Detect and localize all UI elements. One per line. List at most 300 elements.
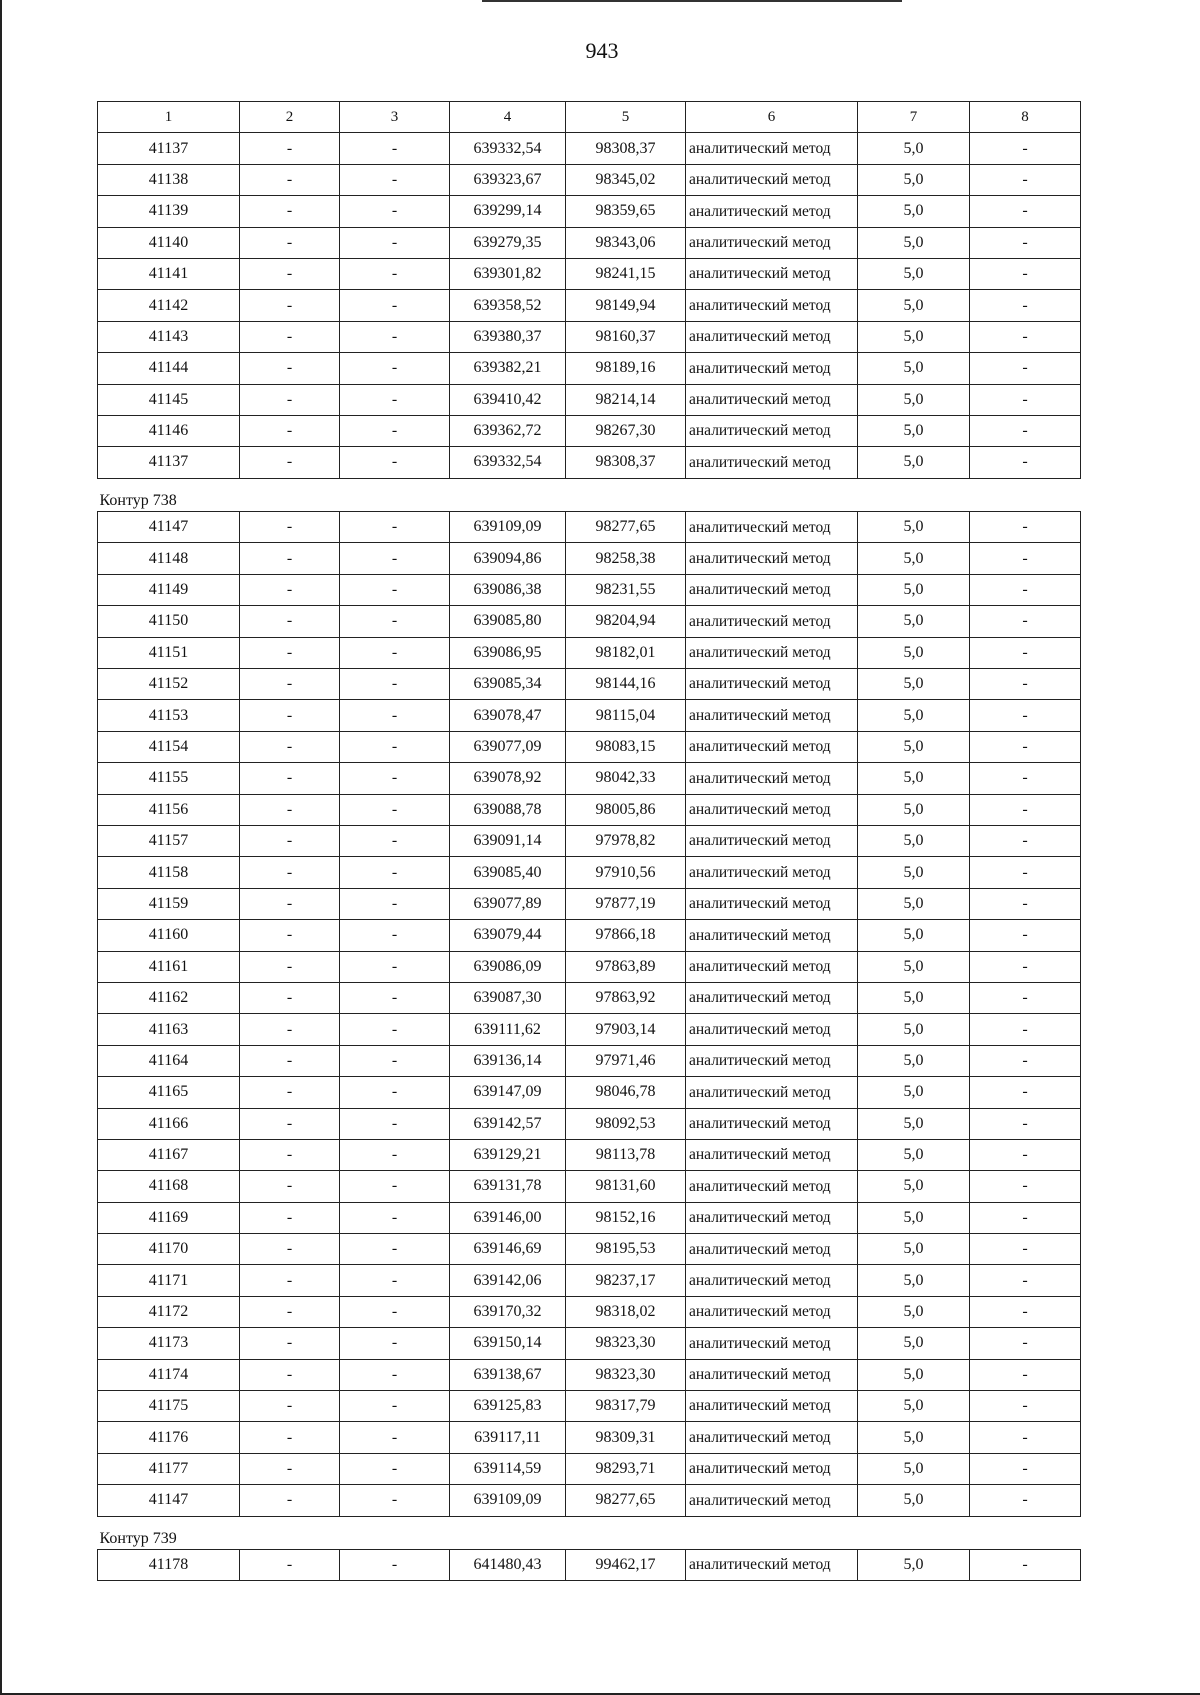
header-cell: 1: [98, 102, 240, 133]
table-cell: -: [240, 353, 340, 384]
table-cell: аналитический метод: [686, 825, 858, 856]
table-cell: -: [340, 415, 450, 446]
table-row: [98, 290, 1081, 321]
table-cell: 5,0: [858, 1391, 970, 1422]
table-cell: -: [970, 447, 1081, 478]
table-cell: 41163: [98, 1014, 240, 1045]
table-cell: 639279,35: [450, 227, 566, 258]
table-cell: 98323,30: [566, 1328, 686, 1359]
table-cell: -: [970, 1485, 1081, 1516]
table-cell: 5,0: [858, 258, 970, 289]
table-row: [98, 227, 1081, 258]
table-cell: -: [970, 543, 1081, 574]
table-row: [98, 384, 1081, 415]
table-row: [98, 543, 1081, 574]
table-cell: аналитический метод: [686, 700, 858, 731]
table-row: [98, 1234, 1081, 1265]
table-cell: 5,0: [858, 1422, 970, 1453]
table-cell: 5,0: [858, 1453, 970, 1484]
table-cell: -: [240, 951, 340, 982]
table-cell: -: [340, 543, 450, 574]
table-cell: аналитический метод: [686, 1549, 858, 1580]
table-cell: аналитический метод: [686, 1171, 858, 1202]
table-cell: 5,0: [858, 1045, 970, 1076]
table-cell: 639078,92: [450, 763, 566, 794]
table-cell: -: [240, 1296, 340, 1327]
table-cell: 5,0: [858, 1328, 970, 1359]
table-row: [98, 1422, 1081, 1453]
table-cell: 41138: [98, 164, 240, 195]
table-cell: -: [240, 637, 340, 668]
header-cell: 3: [340, 102, 450, 133]
table-cell: 5,0: [858, 825, 970, 856]
table-cell: аналитический метод: [686, 1328, 858, 1359]
table-cell: аналитический метод: [686, 447, 858, 478]
table-cell: 98160,37: [566, 321, 686, 352]
table-cell: 639299,14: [450, 196, 566, 227]
table-cell: -: [240, 321, 340, 352]
table-row: [98, 321, 1081, 352]
table-cell: -: [970, 669, 1081, 700]
table-cell: 41173: [98, 1328, 240, 1359]
table-cell: 98092,53: [566, 1108, 686, 1139]
table-cell: -: [240, 196, 340, 227]
table-cell: 41151: [98, 637, 240, 668]
table-cell: 5,0: [858, 888, 970, 919]
table-cell: 5,0: [858, 543, 970, 574]
table-cell: -: [240, 982, 340, 1013]
table-cell: 5,0: [858, 196, 970, 227]
table-cell: 5,0: [858, 637, 970, 668]
table-row: [98, 1359, 1081, 1390]
table-cell: 5,0: [858, 164, 970, 195]
table-cell: -: [340, 1139, 450, 1170]
table-cell: -: [970, 133, 1081, 164]
table-cell: 5,0: [858, 384, 970, 415]
table-cell: 5,0: [858, 1014, 970, 1045]
table-cell: -: [340, 1359, 450, 1390]
table-cell: -: [340, 857, 450, 888]
table-cell: -: [340, 731, 450, 762]
table-row: [98, 353, 1081, 384]
table-cell: -: [240, 920, 340, 951]
table-cell: аналитический метод: [686, 227, 858, 258]
table-cell: -: [340, 951, 450, 982]
table-cell: аналитический метод: [686, 384, 858, 415]
table-cell: 97866,18: [566, 920, 686, 951]
table-cell: -: [970, 1014, 1081, 1045]
table-cell: 639142,06: [450, 1265, 566, 1296]
table-cell: -: [970, 1265, 1081, 1296]
table-row: [98, 731, 1081, 762]
table-cell: 98308,37: [566, 447, 686, 478]
table-cell: 98309,31: [566, 1422, 686, 1453]
table-cell: -: [240, 731, 340, 762]
table-cell: 5,0: [858, 1265, 970, 1296]
table-cell: -: [970, 1391, 1081, 1422]
table-row: [98, 825, 1081, 856]
header-cell: 8: [970, 102, 1081, 133]
table-cell: 98241,15: [566, 258, 686, 289]
table-cell: -: [970, 888, 1081, 919]
table-cell: 639150,14: [450, 1328, 566, 1359]
table-cell: 41145: [98, 384, 240, 415]
table-cell: аналитический метод: [686, 1422, 858, 1453]
table-cell: 5,0: [858, 447, 970, 478]
table-cell: -: [340, 258, 450, 289]
table-cell: 98317,79: [566, 1391, 686, 1422]
table-cell: -: [970, 637, 1081, 668]
table-cell: аналитический метод: [686, 1296, 858, 1327]
table-cell: -: [340, 512, 450, 543]
table-cell: аналитический метод: [686, 1077, 858, 1108]
table-cell: -: [340, 1171, 450, 1202]
table-cell: 5,0: [858, 606, 970, 637]
table-cell: -: [240, 1139, 340, 1170]
table-cell: 98318,02: [566, 1296, 686, 1327]
table-cell: аналитический метод: [686, 1139, 858, 1170]
table-cell: -: [240, 606, 340, 637]
table-cell: 41168: [98, 1171, 240, 1202]
table-cell: 41172: [98, 1296, 240, 1327]
table-cell: -: [970, 857, 1081, 888]
table-row: [98, 1171, 1081, 1202]
table-cell: -: [970, 227, 1081, 258]
table-cell: 639142,57: [450, 1108, 566, 1139]
table-cell: 97971,46: [566, 1045, 686, 1076]
table-cell: -: [240, 1391, 340, 1422]
table-cell: аналитический метод: [686, 321, 858, 352]
table-cell: -: [970, 258, 1081, 289]
table-cell: аналитический метод: [686, 1108, 858, 1139]
table-cell: -: [340, 1077, 450, 1108]
table-cell: -: [240, 1485, 340, 1516]
table-cell: 99462,17: [566, 1549, 686, 1580]
header-cell: 5: [566, 102, 686, 133]
table-cell: -: [340, 447, 450, 478]
table-cell: -: [970, 574, 1081, 605]
table-cell: 41164: [98, 1045, 240, 1076]
table-cell: -: [970, 196, 1081, 227]
table-cell: 5,0: [858, 794, 970, 825]
table-cell: аналитический метод: [686, 794, 858, 825]
table-cell: 41141: [98, 258, 240, 289]
table-row: [98, 133, 1081, 164]
table-cell: 41139: [98, 196, 240, 227]
table-cell: -: [240, 1328, 340, 1359]
table-cell: 41157: [98, 825, 240, 856]
table-cell: -: [240, 888, 340, 919]
table-cell: 5,0: [858, 353, 970, 384]
table-cell: 639136,14: [450, 1045, 566, 1076]
table-row: [98, 763, 1081, 794]
table-cell: 98277,65: [566, 512, 686, 543]
table-row: [98, 258, 1081, 289]
table-cell: 639146,00: [450, 1202, 566, 1233]
table-cell: 5,0: [858, 227, 970, 258]
table-cell: аналитический метод: [686, 1014, 858, 1045]
table-cell: 41162: [98, 982, 240, 1013]
table-cell: 98323,30: [566, 1359, 686, 1390]
table-cell: -: [240, 1077, 340, 1108]
table-cell: -: [340, 321, 450, 352]
table-row: [98, 669, 1081, 700]
table-cell: аналитический метод: [686, 1045, 858, 1076]
table-cell: 5,0: [858, 1077, 970, 1108]
table-cell: 41144: [98, 353, 240, 384]
table-cell: 639111,62: [450, 1014, 566, 1045]
table-cell: 97863,89: [566, 951, 686, 982]
table-cell: 5,0: [858, 669, 970, 700]
table-cell: -: [240, 1234, 340, 1265]
table-row: [98, 982, 1081, 1013]
table-cell: 41148: [98, 543, 240, 574]
header-row: [98, 102, 1081, 133]
table-cell: 5,0: [858, 1485, 970, 1516]
table-cell: 5,0: [858, 1202, 970, 1233]
table-cell: 98267,30: [566, 415, 686, 446]
table-row: [98, 196, 1081, 227]
table-cell: аналитический метод: [686, 574, 858, 605]
table-cell: аналитический метод: [686, 763, 858, 794]
table-row: [98, 1549, 1081, 1580]
table-cell: -: [970, 1045, 1081, 1076]
table-cell: -: [240, 1045, 340, 1076]
table-cell: 98042,33: [566, 763, 686, 794]
table-row: [98, 512, 1081, 543]
table-cell: -: [340, 763, 450, 794]
table-cell: 639114,59: [450, 1453, 566, 1484]
table-cell: 41177: [98, 1453, 240, 1484]
table-cell: -: [240, 164, 340, 195]
table-cell: -: [970, 164, 1081, 195]
table-row: [98, 447, 1081, 478]
table-cell: 639125,83: [450, 1391, 566, 1422]
table-cell: -: [240, 227, 340, 258]
table-cell: -: [970, 920, 1081, 951]
table-cell: 639146,69: [450, 1234, 566, 1265]
table-cell: 639109,09: [450, 1485, 566, 1516]
table-cell: 639382,21: [450, 353, 566, 384]
table-body: [98, 102, 1081, 1581]
table-cell: -: [240, 1549, 340, 1580]
table-cell: 5,0: [858, 763, 970, 794]
table-cell: 639085,34: [450, 669, 566, 700]
table-cell: 639077,09: [450, 731, 566, 762]
table-cell: 98083,15: [566, 731, 686, 762]
table-cell: 639077,89: [450, 888, 566, 919]
table-cell: -: [340, 1422, 450, 1453]
table-cell: 639129,21: [450, 1139, 566, 1170]
table-cell: -: [970, 1453, 1081, 1484]
table-cell: -: [240, 1171, 340, 1202]
table-cell: 5,0: [858, 321, 970, 352]
table-cell: 41140: [98, 227, 240, 258]
table-cell: 5,0: [858, 512, 970, 543]
table-cell: -: [970, 1139, 1081, 1170]
table-cell: -: [970, 1077, 1081, 1108]
table-cell: 41143: [98, 321, 240, 352]
table-cell: -: [340, 227, 450, 258]
table-cell: 41159: [98, 888, 240, 919]
table-cell: аналитический метод: [686, 669, 858, 700]
table-cell: -: [970, 1422, 1081, 1453]
table-cell: 41142: [98, 290, 240, 321]
table-cell: 639323,67: [450, 164, 566, 195]
table-cell: -: [240, 415, 340, 446]
table-row: [98, 1077, 1081, 1108]
table-cell: -: [970, 763, 1081, 794]
table-cell: 639088,78: [450, 794, 566, 825]
table-cell: 98214,14: [566, 384, 686, 415]
table-cell: 98144,16: [566, 669, 686, 700]
table-cell: 5,0: [858, 1549, 970, 1580]
table-cell: 639332,54: [450, 133, 566, 164]
table-cell: 5,0: [858, 1359, 970, 1390]
table-cell: -: [340, 1045, 450, 1076]
table-cell: 639362,72: [450, 415, 566, 446]
table-cell: аналитический метод: [686, 258, 858, 289]
table-row: [98, 1391, 1081, 1422]
table-row: [98, 951, 1081, 982]
table-cell: 639087,30: [450, 982, 566, 1013]
table-cell: 41152: [98, 669, 240, 700]
table-cell: 98115,04: [566, 700, 686, 731]
table-cell: 41160: [98, 920, 240, 951]
table-cell: аналитический метод: [686, 1359, 858, 1390]
header-cell: 2: [240, 102, 340, 133]
table-cell: -: [340, 1328, 450, 1359]
table-cell: 41153: [98, 700, 240, 731]
table-cell: 5,0: [858, 574, 970, 605]
table-cell: 639109,09: [450, 512, 566, 543]
table-cell: аналитический метод: [686, 637, 858, 668]
table-cell: -: [970, 1171, 1081, 1202]
table-cell: аналитический метод: [686, 290, 858, 321]
table-cell: 98046,78: [566, 1077, 686, 1108]
table-cell: -: [970, 384, 1081, 415]
table-cell: аналитический метод: [686, 133, 858, 164]
table-cell: 98345,02: [566, 164, 686, 195]
table-cell: -: [240, 512, 340, 543]
table-cell: 641480,43: [450, 1549, 566, 1580]
table-cell: -: [240, 1422, 340, 1453]
table-row: [98, 888, 1081, 919]
table-cell: 98308,37: [566, 133, 686, 164]
table-cell: -: [340, 700, 450, 731]
table-cell: -: [340, 606, 450, 637]
table-cell: 41149: [98, 574, 240, 605]
table-cell: -: [340, 1014, 450, 1045]
table-cell: -: [340, 1108, 450, 1139]
table-cell: 639131,78: [450, 1171, 566, 1202]
table-cell: -: [240, 1202, 340, 1233]
table-cell: -: [340, 669, 450, 700]
table-row: [98, 1045, 1081, 1076]
table-cell: 98293,71: [566, 1453, 686, 1484]
table-cell: 97877,19: [566, 888, 686, 919]
table-cell: -: [340, 196, 450, 227]
table-cell: -: [340, 353, 450, 384]
table-cell: 639380,37: [450, 321, 566, 352]
table-row: [98, 794, 1081, 825]
table-cell: -: [240, 290, 340, 321]
table-cell: аналитический метод: [686, 1485, 858, 1516]
table-cell: аналитический метод: [686, 888, 858, 919]
table-cell: аналитический метод: [686, 196, 858, 227]
table-cell: -: [340, 637, 450, 668]
table-cell: 639170,32: [450, 1296, 566, 1327]
table-cell: -: [340, 920, 450, 951]
table-cell: -: [240, 669, 340, 700]
table-cell: 98277,65: [566, 1485, 686, 1516]
page-number: 943: [585, 38, 619, 63]
table-cell: 97903,14: [566, 1014, 686, 1045]
table-cell: -: [340, 1234, 450, 1265]
table-cell: -: [970, 982, 1081, 1013]
table-cell: -: [240, 1359, 340, 1390]
table-cell: 41161: [98, 951, 240, 982]
table-cell: 639086,09: [450, 951, 566, 982]
table-cell: 639147,09: [450, 1077, 566, 1108]
table-cell: 5,0: [858, 415, 970, 446]
table-cell: 639085,40: [450, 857, 566, 888]
table-cell: 639410,42: [450, 384, 566, 415]
table-cell: 5,0: [858, 920, 970, 951]
table-cell: -: [240, 825, 340, 856]
table-cell: -: [340, 982, 450, 1013]
table-cell: -: [970, 794, 1081, 825]
table-row: [98, 637, 1081, 668]
table-cell: -: [340, 290, 450, 321]
table-cell: -: [240, 384, 340, 415]
table-cell: -: [970, 606, 1081, 637]
table-cell: -: [970, 1234, 1081, 1265]
table-cell: 41158: [98, 857, 240, 888]
table-cell: -: [340, 1202, 450, 1233]
table-cell: -: [340, 888, 450, 919]
table-cell: аналитический метод: [686, 1391, 858, 1422]
table-cell: 98195,53: [566, 1234, 686, 1265]
table-cell: -: [970, 512, 1081, 543]
table-cell: 98182,01: [566, 637, 686, 668]
table-cell: 97978,82: [566, 825, 686, 856]
table-cell: аналитический метод: [686, 982, 858, 1013]
table-cell: 41147: [98, 512, 240, 543]
table-cell: 639332,54: [450, 447, 566, 478]
table-cell: 41147: [98, 1485, 240, 1516]
table-row: [98, 1139, 1081, 1170]
table-cell: 41169: [98, 1202, 240, 1233]
table-cell: 41176: [98, 1422, 240, 1453]
table-cell: -: [240, 1014, 340, 1045]
table-cell: 41166: [98, 1108, 240, 1139]
table-cell: 41171: [98, 1265, 240, 1296]
table-cell: -: [240, 133, 340, 164]
table-cell: аналитический метод: [686, 606, 858, 637]
table-cell: аналитический метод: [686, 920, 858, 951]
table-cell: 5,0: [858, 731, 970, 762]
table-cell: -: [970, 1202, 1081, 1233]
table-cell: 98359,65: [566, 196, 686, 227]
table-cell: -: [970, 700, 1081, 731]
table-cell: -: [340, 794, 450, 825]
table-cell: 639078,47: [450, 700, 566, 731]
table-cell: аналитический метод: [686, 415, 858, 446]
table-cell: 98231,55: [566, 574, 686, 605]
table-row: [98, 574, 1081, 605]
table-cell: 5,0: [858, 1234, 970, 1265]
